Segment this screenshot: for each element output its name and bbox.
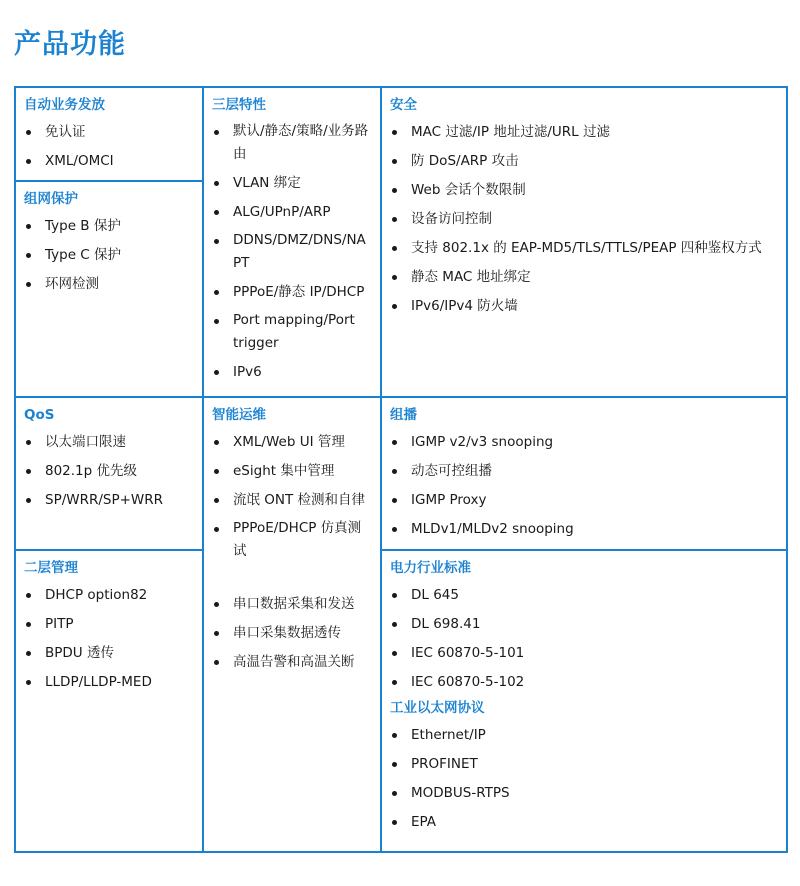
- list-item: IPv6: [212, 360, 372, 384]
- list-item: 流氓 ONT 检测和自律: [212, 488, 372, 512]
- section-qos: [16, 398, 202, 517]
- section-network-protection: [16, 182, 202, 301]
- list-item: Type C 保护: [24, 243, 194, 267]
- list-item: IPv6/IPv4 防火墙: [390, 294, 780, 318]
- section-heading: 工业以太网协议: [390, 700, 485, 716]
- section-layer2: [16, 551, 202, 699]
- section-auto-provision: [16, 88, 202, 178]
- list-item: PROFINET: [390, 752, 780, 776]
- list-item: DL 698.41: [390, 612, 780, 636]
- section-heading: 自动业务发放: [24, 97, 105, 113]
- list-item: EPA: [390, 810, 780, 834]
- section-security: [382, 88, 788, 323]
- section-smart-om: [204, 398, 380, 568]
- list-item: DHCP option82: [24, 583, 194, 607]
- list-item: 802.1p 优先级: [24, 459, 194, 483]
- section-heading: 二层管理: [24, 560, 78, 576]
- list-item: PITP: [24, 612, 194, 636]
- list-item: ALG/UPnP/ARP: [212, 200, 372, 224]
- list-item: MAC 过滤/IP 地址过滤/URL 过滤: [390, 120, 780, 144]
- list-item: 支持 802.1x 的 EAP-MD5/TLS/TTLS/PEAP 四种鉴权方式: [390, 236, 780, 260]
- list-item: PPPoE/DHCP 仿真测试: [212, 517, 372, 563]
- section-heading: 三层特性: [212, 97, 266, 113]
- list-item: IEC 60870-5-101: [390, 641, 780, 665]
- list-item: MLDv1/MLDv2 snooping: [390, 517, 780, 541]
- page-title: 产品功能: [14, 29, 126, 60]
- list-item: 静态 MAC 地址绑定: [390, 265, 780, 289]
- list-item: 防 DoS/ARP 攻击: [390, 149, 780, 173]
- list-item: LLDP/LLDP-MED: [24, 670, 194, 694]
- list-item: 免认证: [24, 120, 194, 144]
- feature-table: [14, 86, 788, 853]
- list-item: PPPoE/静态 IP/DHCP: [212, 280, 372, 304]
- section-heading: 安全: [390, 97, 417, 113]
- list-item: IGMP v2/v3 snooping: [390, 430, 780, 454]
- section-multicast: [382, 398, 788, 546]
- list-item: Port mapping/Port trigger: [212, 309, 372, 355]
- list-item: 串口采集数据透传: [212, 621, 372, 645]
- list-item: BPDU 透传: [24, 641, 194, 665]
- section-heading: 电力行业标准: [390, 560, 471, 576]
- section-heading: 组播: [390, 407, 417, 423]
- list-item: XML/Web UI 管理: [212, 430, 372, 454]
- list-item: XML/OMCI: [24, 149, 194, 173]
- list-item: 默认/静态/策略/业务路由: [212, 120, 372, 166]
- list-item: 串口数据采集和发送: [212, 592, 372, 616]
- list-item: MODBUS-RTPS: [390, 781, 780, 805]
- list-item: VLAN 绑定: [212, 171, 372, 195]
- list-item: DL 645: [390, 583, 780, 607]
- list-item: Web 会话个数限制: [390, 178, 780, 202]
- section-heading: QoS: [24, 407, 55, 423]
- section-layer3: [204, 88, 380, 389]
- list-item: eSight 集中管理: [212, 459, 372, 483]
- list-item: DDNS/DMZ/DNS/NAPT: [212, 229, 372, 275]
- list-item: IGMP Proxy: [390, 488, 780, 512]
- list-item: 以太端口限速: [24, 430, 194, 454]
- list-item: 高温告警和高温关断: [212, 650, 372, 674]
- section-power-standard: [382, 551, 788, 839]
- section-heading: 组网保护: [24, 191, 78, 207]
- list-item: Ethernet/IP: [390, 723, 780, 747]
- section-heading: 智能运维: [212, 407, 266, 423]
- list-item: Type B 保护: [24, 214, 194, 238]
- list-item: IEC 60870-5-102: [390, 670, 780, 694]
- list-item: SP/WRR/SP+WRR: [24, 488, 194, 512]
- list-item: 动态可控组播: [390, 459, 780, 483]
- list-item: 环网检测: [24, 272, 194, 296]
- list-item: 设备访问控制: [390, 207, 780, 231]
- section-smart-om-extra: [204, 584, 380, 679]
